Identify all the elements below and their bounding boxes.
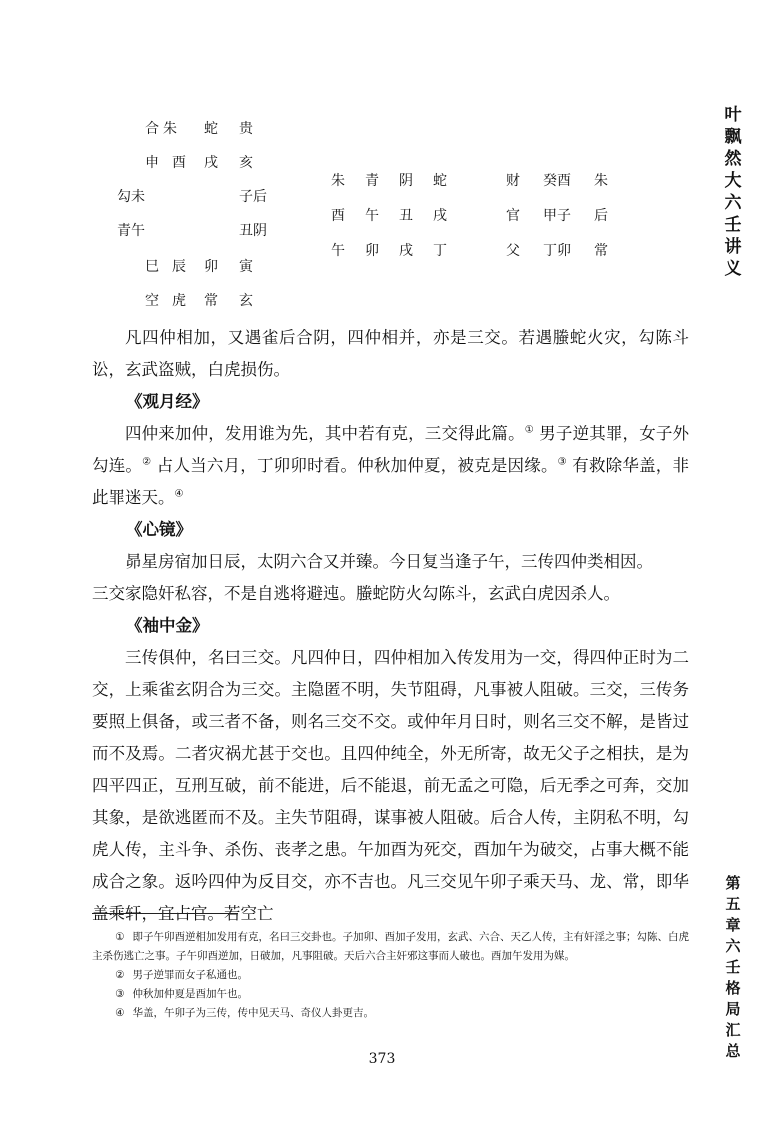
transmission-cell: 朱 (594, 173, 608, 189)
verse-line: 三交家隐奸私容，不是自逃将避迍。螣蛇防火勾陈斗，玄武白虎因杀人。 (92, 584, 620, 603)
text-run: 有救除华盖，非此罪迷天。 (92, 456, 690, 507)
board-cell: 丑阴 (239, 223, 267, 239)
transmission-cell: 丁卯 (543, 243, 571, 259)
board-cell: 亥 (239, 155, 253, 171)
text-run: 四仲来加仲，发用谁为先，其中若有克，三交得此篇。 (125, 424, 525, 443)
footnote-mark: ① (115, 931, 125, 943)
lesson-cell: 青 (365, 173, 379, 189)
footnote (92, 928, 689, 966)
board-cell: 勾未 (117, 189, 145, 205)
lesson-cell: 卯 (365, 243, 379, 259)
lesson-cell: 丑 (399, 208, 413, 224)
transmission-cell: 后 (594, 208, 608, 224)
board-cell: 申 (145, 155, 159, 171)
section-heading: 《袖中金》 (126, 616, 209, 635)
chapter-title-vertical: 第五章 六壬格局汇总 (725, 874, 756, 1060)
board-cell: 辰 (172, 259, 186, 275)
board-cell: 贵 (239, 121, 253, 137)
transmission-cell: 官 (506, 208, 520, 224)
lesson-cell: 蛇 (433, 173, 447, 189)
board-cell: 合 (145, 121, 159, 137)
lesson-cell: 阴 (399, 173, 413, 189)
text-run: 占人当六月，丁卯卯时看。仲秋加仲夏，被克是因缘。 (151, 456, 558, 475)
lesson-cell: 午 (365, 208, 379, 224)
text-run: 男子逆其罪，女子外勾连。 (92, 424, 690, 475)
board-cell: 朱 (163, 121, 177, 137)
board-cell: 卯 (204, 259, 218, 275)
lesson-cell: 酉 (331, 208, 345, 224)
lesson-cell: 戌 (399, 243, 413, 259)
transmission-cell: 甲子 (543, 208, 571, 224)
footnote-text: 男子逆罪而女子私通也。 (132, 969, 249, 981)
board-cell: 常 (204, 293, 218, 309)
footnote-ref: ② (142, 456, 152, 468)
verse-line: 昴星房宿加日辰，太阴六合又并臻。今日复当逢子午，三传四仲类相因。 (125, 552, 653, 571)
board-cell: 玄 (239, 293, 253, 309)
footnote (92, 985, 689, 1004)
footnote-mark: ③ (115, 988, 125, 1000)
page-number: 373 (368, 1051, 396, 1067)
lesson-cell: 戌 (433, 208, 447, 224)
board-cell: 青午 (117, 223, 145, 239)
footnote-text: 华盖，午卯子为三传，传中见天马、奇仪人卦更吉。 (132, 1007, 375, 1019)
board-cell: 子后 (239, 189, 267, 205)
footnote-ref: ③ (557, 456, 567, 468)
footnote-ref: ① (524, 424, 534, 436)
footnote-text: 仲秋加仲夏是酉加午也。 (132, 988, 249, 1000)
footnote (92, 1004, 689, 1023)
transmission-cell: 常 (594, 243, 608, 259)
transmission-cell: 父 (506, 243, 520, 259)
lesson-cell: 午 (331, 243, 345, 259)
lesson-cell: 朱 (331, 173, 345, 189)
paragraph (92, 418, 689, 514)
board-cell: 虎 (172, 293, 186, 309)
section-heading: 《观月经》 (126, 392, 209, 411)
footnote-mark: ② (115, 969, 125, 981)
footnote (92, 966, 689, 985)
paragraph: 三传俱仲，名曰三交。凡四仲日，四仲相加入传发用为一交，得四仲正时为二交，上乘雀玄阴合为三交。主隐匿不明，失节阻碍，凡事被人阻破。三交，三传务要照上俱备，或三者不备，则名三交不交。或仲年月日时，则名三交不解，是皆过而不及焉。二者灾祸尤甚于交也。且四仲纯全，外无所寄，故无父子之相扶，是为四平四正，互刑互破，前不能进，后不能退，前无孟之可隐，后无季之可奔，交加其象，是欲逃匿而不及。主失节阻碍，谋事被人阻破。后合人传，主阴私不明，勾虎人传，主斗争、杀伤、丧孝之患。午加酉为死交，酉加午为破交，占事大概不能成合之象。返吟四仲为反目交，亦不吉也。凡三交见午卯子乘天马、龙、常，即华盖乘轩，宜占官。若空亡 (92, 648, 689, 923)
board-cell: 寅 (239, 259, 253, 275)
main-text (92, 322, 689, 930)
footnote-ref: ④ (174, 488, 184, 500)
footnote-mark: ④ (115, 1007, 125, 1019)
board-cell: 酉 (172, 155, 186, 171)
footnotes (92, 928, 689, 1023)
footnote-text: 即子午卯酉逆相加发用有克，名曰三交卦也。子加卯、酉加子发用，玄武、六合、天乙人传，主有奸淫之事；勾陈、白虎主杀伤逃亡之事。子午卯酉逆加，日破加，凡事阻破。天后六合主奸邪这事而人破也。酉加午发用为媒。 (92, 931, 690, 962)
board-cell: 戌 (204, 155, 218, 171)
book-title-vertical: 叶飘然大六壬讲义 (724, 105, 742, 279)
transmission-cell: 财 (506, 173, 520, 189)
paragraph: 凡四仲相加，又遇雀后合阴，四仲相并，亦是三交。若遇螣蛇火灾，勾陈斗讼，玄武盗贼，白虎损伤。 (92, 328, 689, 379)
board-cell: 巳 (145, 259, 159, 275)
footnote-divider (92, 913, 238, 914)
board-cell: 空 (145, 293, 159, 309)
section-heading: 《心镜》 (126, 520, 192, 539)
transmission-cell: 癸酉 (543, 173, 571, 189)
board-cell: 蛇 (204, 121, 218, 137)
lesson-cell: 丁 (433, 243, 447, 259)
